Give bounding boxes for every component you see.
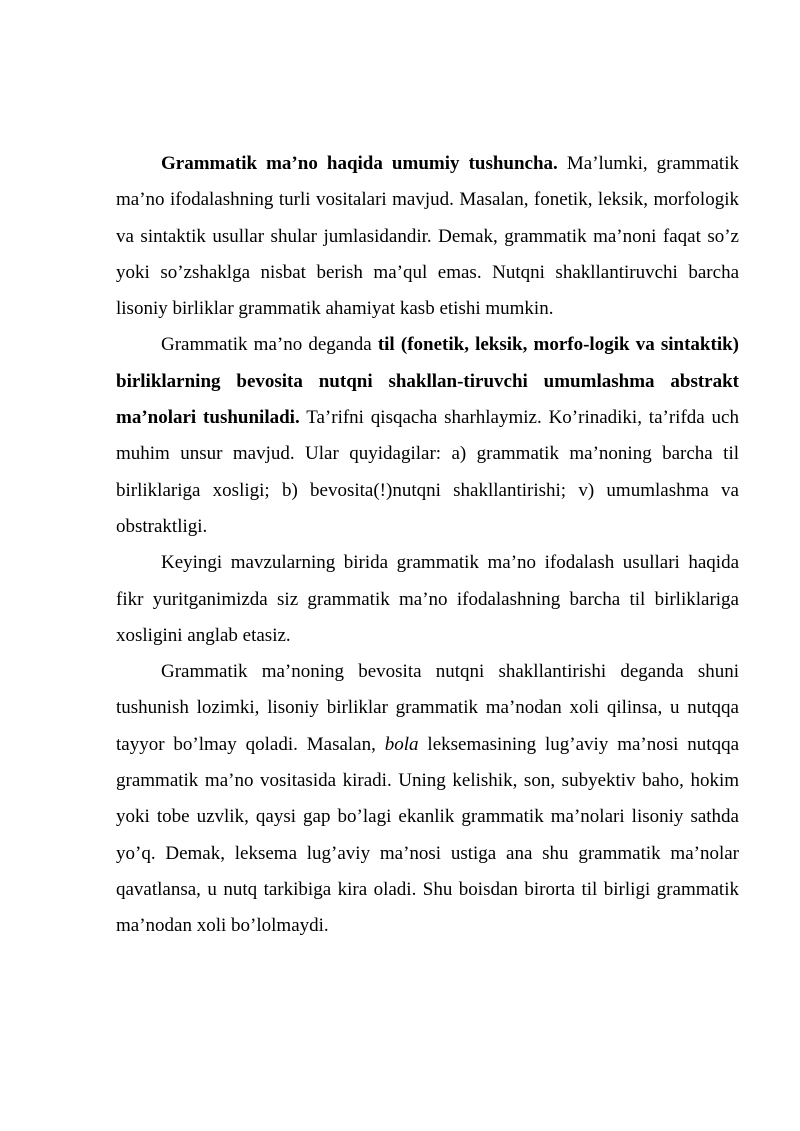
paragraph-next-topics: [116, 545, 739, 654]
section-heading: Grammatik ma’no haqida umumiy tushuncha.: [161, 153, 558, 174]
document-body: [116, 146, 739, 945]
definition-bold-text: til (fonetik, leksik, morfo-logik va sintaktik) birliklarning bevosita nutqni shakllan-tiruvchi umumlashma abstrakt ma’nolari tushuniladi.: [116, 334, 739, 429]
example-word: bola: [384, 733, 419, 755]
paragraph-text: Keyingi mavzularning birida grammatik ma’no ifodalash usullari haqida fikr yuritganimizda siz grammatik ma’no ifodalashning barcha til birliklariga xosligini anglab etasiz.: [116, 552, 739, 646]
paragraph-text: Ta’rifni qisqacha sharhlaymiz. Ko’rinadiki, ta’rifda uch muhim unsur mavjud. Ular quyidagilar: a) grammatik ma’noning barcha til birliklariga xosligi; b) bevosita(!)nutqni shakllantirishi; v) umumlashma va obstraktligi.: [116, 407, 739, 537]
paragraph-text: Ma’lumki, grammatik ma’no ifodalashning turli vositalari mavjud. Masalan, fonetik, leksik, morfologik va sintaktik usullar shular jumlasidandir. Demak, grammatik ma’noni faqat so’z yoki so’zshaklga nisbat berish ma’qul emas. Nutqni shakllantiruvchi barcha lisoniy birliklar grammatik ahamiyat kasb etishi mumkin.: [116, 153, 739, 320]
paragraph-explanation: [116, 654, 739, 944]
paragraph-definition: [116, 327, 739, 545]
paragraph-text: Grammatik ma’no deganda: [161, 334, 378, 356]
paragraph-intro: [116, 146, 739, 327]
paragraph-text: leksemasining lug’aviy ma’nosi nutqqa grammatik ma’no vositasida kiradi. Uning kelishik, son, subyektiv baho, hokim yoki tobe uzvlik, qaysi gap bo’lagi ekanlik grammatik ma’nolari lisoniy sathda yo’q. Demak, leksema lug’aviy ma’nosi ustiga ana shu grammatik ma’nolar qavatlansa, u nutq tarkibiga kira oladi. Shu boisdan birorta til birligi grammatik ma’nodan xoli bo’lolmaydi.: [116, 733, 739, 937]
paragraph-text: Grammatik ma’noning bevosita nutqni shakllantirishi deganda shuni tushunish lozimki, lisoniy birliklar grammatik ma’nodan xoli qilinsa, u nutqqa tayyor bo’lmay qoladi. Masalan,: [116, 661, 739, 755]
